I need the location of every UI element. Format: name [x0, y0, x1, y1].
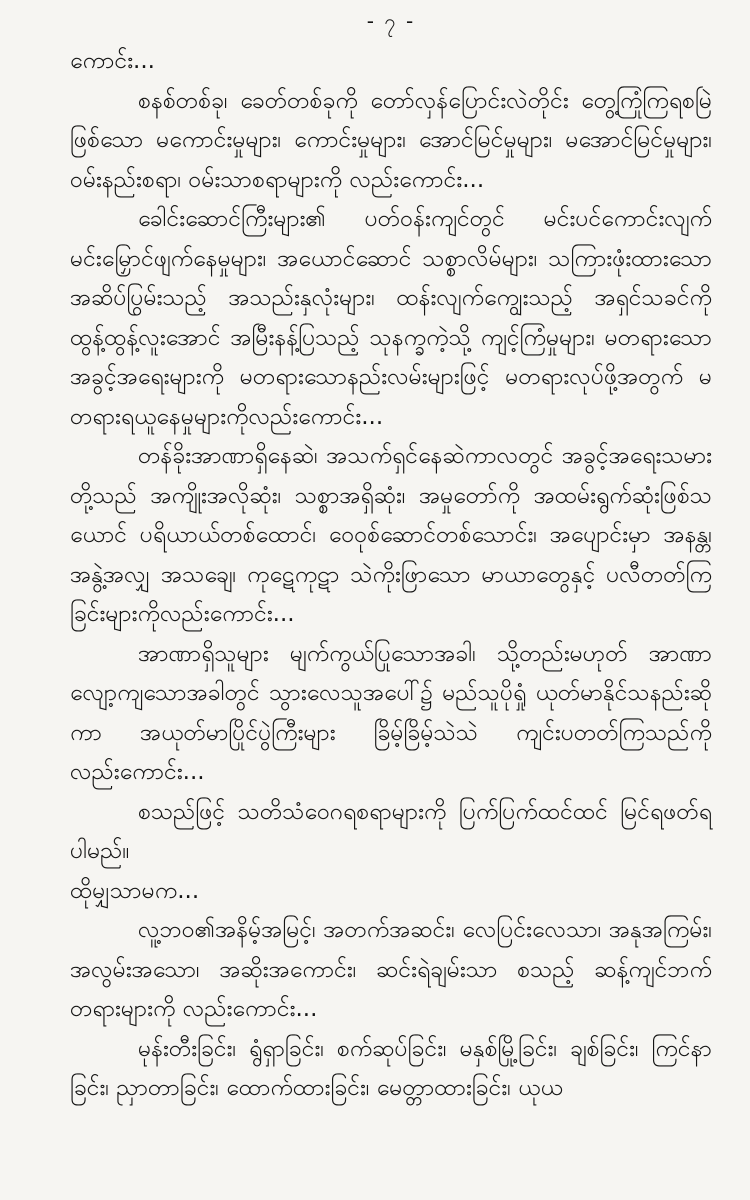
paragraph-1: ကောင်း... — [70, 48, 155, 74]
paragraph-8: လူ့ဘဝ၏အနိမ့်အမြင့်၊ အတက်အဆင်း၊ လေပြင်းလေသာ၊ အနုအကြမ်း၊ အလွမ်းအသော၊ အဆိုးအကောင်း၊ ဆင်းရဲချမ်းသာ စသည့် ဆန့်ကျင်ဘက်တရားများကို လည်းကောင်း... — [70, 917, 712, 1022]
paragraph-9: မုန်းတီးခြင်း၊ ရွံရှာခြင်း၊ စက်ဆုပ်ခြင်း၊ မနှစ်မြို့ခြင်း၊ ချစ်ခြင်း၊ ကြင်နာခြင်း၊ ညှာတာခြင်း၊ ထောက်ထားခြင်း၊ မေတ္တာထားခြင်း၊ ယုယ — [70, 1035, 712, 1101]
paragraph-5: အာဏာရှိသူများ မျက်ကွယ်ပြုသောအခါ၊ သို့တည်းမဟုတ် အာဏာလျော့ကျသောအခါတွင် သွားလေသူအပေါ်၌ မည်သူပိုရှုံ ယုတ်မာနိုင်သနည်းဆိုကာ အယုတ်မာပြိုင်ပွဲကြီးများ ခြိမ့်ခြိမ့်သဲသဲ ကျင်းပတတ်ကြသည်ကို လည်းကောင်း... — [70, 640, 712, 785]
paragraph-7: ထိုမျှသာမက... — [70, 877, 200, 904]
paragraph-6: စသည်ဖြင့် သတိသံဝေဂရစရာများကို ပြက်ပြက်ထင်ထင် မြင်ရဖတ်ရပါမည်။ — [70, 798, 712, 864]
paragraph-3: ခေါင်းဆောင်ကြီးများ၏ ပတ်ဝန်းကျင်တွင် မင်းပင်ကောင်းလျက် မင်းမြှောင်ဖျက်နေမှုများ၊ အယောင်ဆောင် သစ္စာလိမ်များ၊ သကြားဖုံးထားသော အဆိပ်ပြွမ်းသည့် အသည်းနှလုံးများ၊ ထန်းလျက်ကျွေးသည့် အရှင်သခင်ကို ထွန့်ထွန့်လူးအောင် အမြီးနန့်ပြသည့် သုနက္ခကဲ့သို့ ကျင့်ကြံမှုများ၊ မတရားသော အခွင့်အရေးများကို မတရားသောနည်းလမ်းများဖြင့် မတရားလုပ်ဖို့အတွက် မတရားရယူနေမှုများကိုလည်းကောင်း... — [70, 206, 712, 430]
page-number: - ၇ - — [366, 9, 416, 33]
body-text — [70, 42, 712, 1109]
paragraph-2: စနစ်တစ်ခု၊ ခေတ်တစ်ခုကို တော်လှန်ပြောင်းလဲတိုင်း တွေ့ကြုံကြရစမြဲဖြစ်သော မကောင်းမှုများ၊ ကောင်းမှုများ၊ အောင်မြင်မှုများ၊ မအောင်မြင်မှုများ၊ ဝမ်းနည်းစရာ၊ ဝမ်းသာစရာများကို လည်းကောင်း... — [70, 87, 712, 193]
paragraph-4: တန်ခိုးအာဏာရှိနေဆဲ၊ အသက်ရှင်နေဆဲကာလတွင် အခွင့်အရေးသမားတို့သည် အကျိုးအလိုဆုံး၊ သစ္စာအရှိဆုံး၊ အမှုတော်ကို အထမ်းရွက်ဆုံးဖြစ်သယောင် ပရိယာယ်တစ်ထောင်၊ ဝေဝုစ်ဆောင်တစ်သောင်း၊ အပျောင်းမှာ အနန္တ၊ အနွဲ့အလျှ အသချေ၊ ကုဋေကုဋာ သဲကိုးဖြာသော မာယာတွေနှင့် ပလီတတ်ကြခြင်းများကိုလည်းကောင်း... — [70, 443, 712, 627]
